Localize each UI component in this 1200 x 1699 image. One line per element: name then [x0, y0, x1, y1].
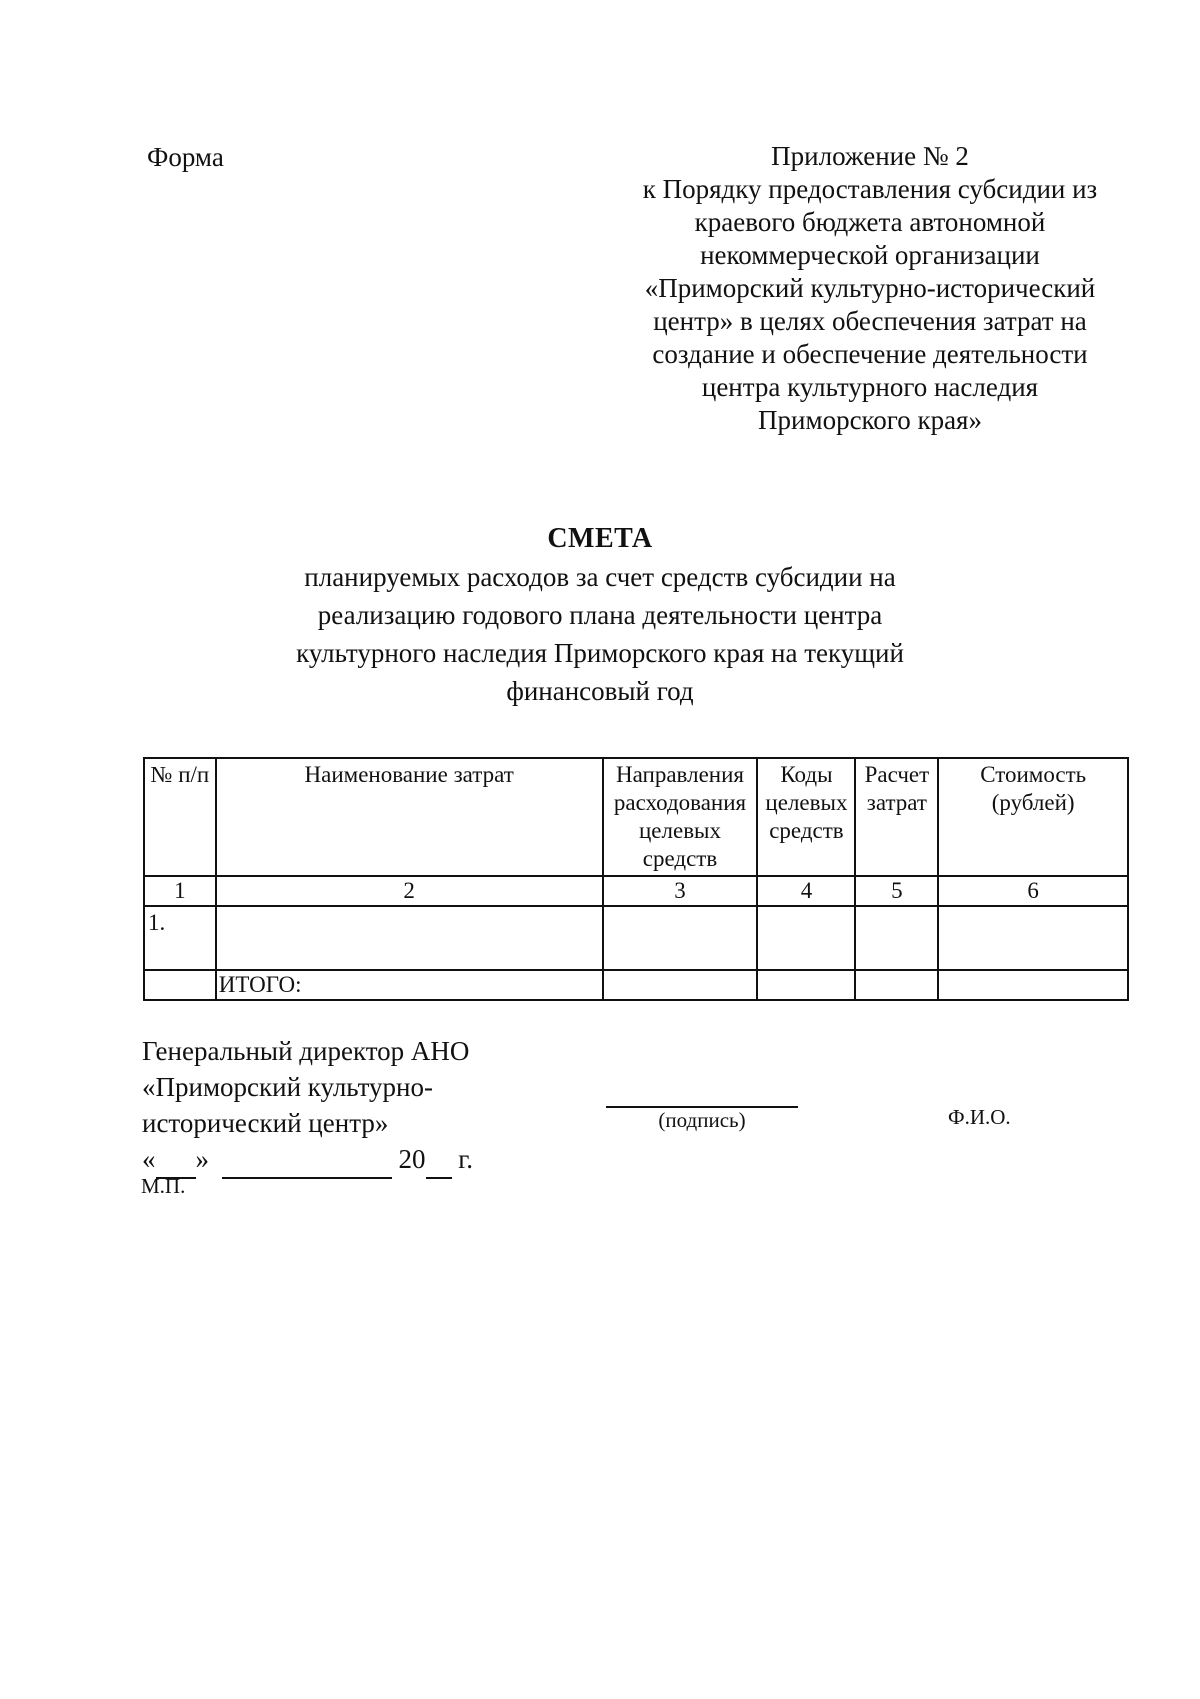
table-cell [855, 906, 938, 970]
title-line: культурного наследия Приморского края на текущий [296, 638, 904, 668]
header-spending-direction: Направления расходования целевых средств [603, 758, 758, 876]
date-open-quote: « [142, 1144, 156, 1174]
appendix-line: центра культурного наследия [701, 372, 1039, 402]
table-cell [938, 906, 1128, 970]
column-number: 4 [757, 876, 855, 906]
signatory-position: исторический центр» [142, 1108, 389, 1138]
title-line: реализацию годового плана деятельности центра [317, 600, 883, 630]
table-row [144, 906, 1128, 970]
name-caption: Ф.И.О. [948, 1105, 1011, 1129]
appendix-line: «Приморский культурно-исторический [644, 273, 1096, 303]
header-target-codes: Коды целевых средств [757, 758, 855, 876]
table-cell [216, 906, 603, 970]
signatory-block [142, 1033, 473, 1179]
column-number: 5 [855, 876, 938, 906]
date-close-quote: » [195, 1144, 209, 1174]
table-header-row [144, 758, 1128, 876]
total-row [144, 970, 1128, 1000]
document-title [220, 520, 980, 710]
column-number: 2 [216, 876, 603, 906]
appendix-line: Приложение № 2 [771, 141, 969, 171]
appendix-line: Приморского края» [758, 405, 982, 435]
appendix-line: центр» в целях обеспечения затрат на [653, 306, 1087, 336]
column-number: 3 [603, 876, 758, 906]
table-cell [855, 970, 938, 1000]
title-line: финансовый год [506, 676, 694, 706]
title-line: планируемых расходов за счет средств субсидии на [304, 562, 896, 592]
column-number: 6 [938, 876, 1128, 906]
column-number-row [144, 876, 1128, 906]
table-cell [757, 906, 855, 970]
appendix-line: к Порядку предоставления субсидии из [642, 174, 1098, 204]
appendix-line: краевого бюджета автономной [694, 207, 1046, 237]
appendix-note [600, 140, 1140, 437]
title-heading: СМЕТА [547, 523, 653, 554]
header-cost-calculation: Расчет затрат [855, 758, 938, 876]
date-year-prefix: 20 [398, 1144, 426, 1174]
header-cost-name: Наименование затрат [216, 758, 603, 876]
appendix-line: некоммерческой организации [700, 240, 1040, 270]
signature-caption: (подпись) [658, 1108, 746, 1132]
date-year-suffix: г. [458, 1144, 474, 1174]
year-blank [426, 1141, 452, 1179]
table-cell [144, 970, 216, 1000]
date-line [142, 1141, 473, 1179]
month-blank [222, 1141, 392, 1179]
table-cell [603, 906, 758, 970]
table-cell [938, 970, 1128, 1000]
stamp-place: М.П. [141, 1174, 186, 1198]
total-label: ИТОГО: [216, 970, 603, 1000]
column-number: 1 [144, 876, 216, 906]
table-cell: 1. [144, 906, 216, 970]
table-cell [757, 970, 855, 1000]
signatory-position: «Приморский культурно- [142, 1072, 433, 1102]
form-label: Форма [147, 142, 224, 172]
header-cost-rubles: Стоимость (рублей) [938, 758, 1128, 876]
appendix-line: создание и обеспечение деятельности [652, 339, 1088, 369]
header-number: № п/п [144, 758, 216, 876]
signatory-position: Генеральный директор АНО [142, 1036, 470, 1066]
estimate-table [143, 757, 1129, 1001]
table-cell [603, 970, 758, 1000]
